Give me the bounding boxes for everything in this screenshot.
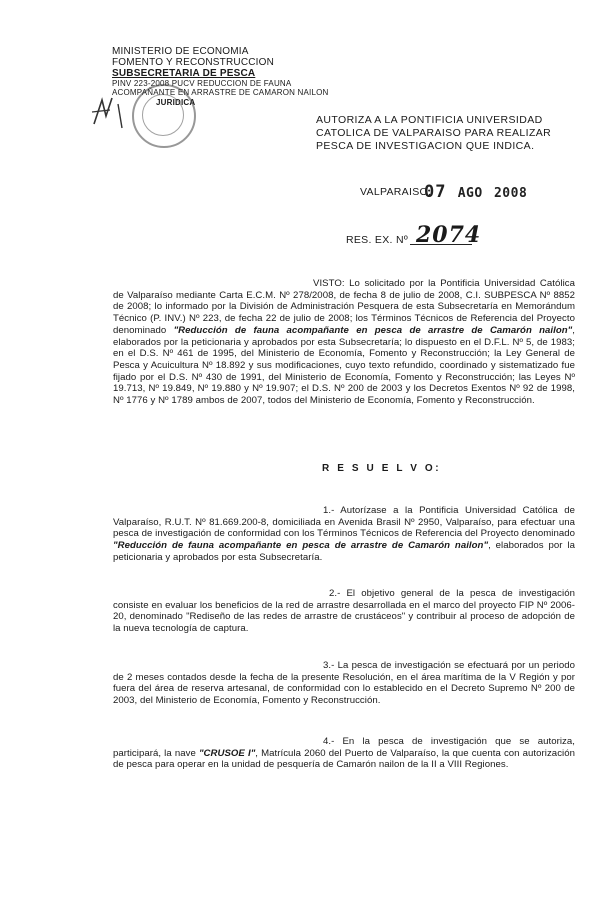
visto-text-1: Lo solicitado por la Pontificia Universidad Católica de Valparaíso mediante Carta E.C.M. Nº 278/2008, de fecha 8 de julio de 2008, C.I. SUBPESCA Nº 8852 de 2008; lo informado por la División de Administración Pesquera de esta Subsecretaría en Memorándum Técnico (P. INV.) Nº 223, de fecha 22 de julio de 2008; los Términos Técnicos de Referencia del Proyecto denominado [113,278,575,336]
ministry-name: MINISTERIO DE ECONOMIA [112,46,249,57]
reference-line-2: ACOMPAÑANTE EN ARRASTRE DE CAMARON NAILON [112,88,329,97]
handwritten-initials-icon [90,94,140,134]
resolution-number: 2074 [416,222,482,248]
visto-paragraph [113,278,575,407]
visto-lead: VISTO: [313,278,345,289]
date-day: 07 [424,182,447,202]
article-3 [113,660,575,707]
date-year: 2008 [493,186,528,201]
article-4-text-2: , Matrícula 2060 del Puerto de Valparaíso, la que cuenta con autorización de pesca para operar en la unidad de pesquería de Camarón nailon de la II a VIII Regiones. [113,747,575,771]
reference-line-1: PINV 223-2008 PUCV REDUCCION DE FAUNA [112,79,292,88]
date-stamp [424,182,527,202]
visto-project-name: "Reducción de fauna acompañante en pesca de arrastre de Camarón nailon" [173,324,573,336]
article-1-text-2: , elaborados por la peticionaria y aprobados por esta Subsecretaría. [113,540,575,563]
official-seal-icon [132,84,196,148]
visto-text-2: , elaborados por la peticionaria y aprobados por esta Subsecretaría; lo dispuesto en el D.F.L. Nº 5, de 1983; en el D.S. Nº 461 de 1995, del Ministerio de Economía, Fomento y Reconstrucción; la Ley General de Pesca y Acuicultura Nº 18.892 y sus modificaciones, cuyo texto refundido, coordinado y sistematizado fue fijado por el D.S. Nº 430 de 1991, del Ministerio de Economía, Fomento y Reconstrucción; las Leyes Nº 19.713, Nº 19.849, Nº 19.880 y Nº 19.907; el D.S. Nº 200 de 2003 y los Decretos Exentos Nº 92 de 1998, Nº 1776 y Nº 1789 ambos de 2007, todos del Ministerio de Economía, Fomento y Reconstrucción. [113,324,575,407]
article-4 [113,736,575,771]
resolution-subject: AUTORIZA A LA PONTIFICIA UNIVERSIDAD CATOLICA DE VALPARAISO PARA REALIZAR PESCA DE INVESTIGACION QUE INDICA. [316,114,552,152]
ministry-name-2: FOMENTO Y RECONSTRUCCION [112,57,275,68]
resuelvo-heading: R E S U E L V O: [322,463,442,474]
article-2-text: 2.- El objetivo general de la pesca de investigación consiste en evaluar los beneficios de la red de arrastre desarrollada en el marco del proyecto FIP Nº 2006-20, denominado "Rediseño de las redes de arrastre de crustáceos" y contribuir al proceso de adopción de la nueva tecnología de captura. [113,588,575,635]
legal-department: JURIDICA [156,98,196,107]
article-2 [113,588,575,635]
article-3-text: 3.- La pesca de investigación se efectuará por un periodo de 2 meses contados desde la fecha de la presente Resolución, en el área marítima de la V Región y por fuera del área de reserva artesanal, de conformidad con lo establecido en el Decreto Supremo Nº 200 de 2003, del Ministerio de Economía, Fomento y Reconstrucción. [113,660,575,707]
article-4-vessel-name: "CRUSOE I" [198,747,256,759]
article-1-project-name: "Reducción de fauna acompañante en pesca de arrastre de Camarón nailon" [113,540,489,552]
article-1 [113,505,575,564]
article-4-text-1: 4.- En la pesca de investigación que se autoriza, participará, la nave [113,736,575,759]
resolution-underline [410,244,472,245]
resolution-label: RES. EX. Nº [346,234,408,246]
subsecretaria-name: SUBSECRETARIA DE PESCA [112,68,256,79]
place-label [360,186,431,198]
place-city: VALPARAISO, [360,186,432,198]
article-1-text-1: 1.- Autorízase a la Pontificia Universidad Católica de Valparaíso, R.U.T. Nº 81.669.200-8, domiciliada en Avenida Brasil Nº 2950, Valparaíso, para efectuar una pesca de investigación de conformidad con los Términos Técnicos de Referencia del Proyecto denominado [113,505,575,540]
date-month: AGO [457,186,483,201]
